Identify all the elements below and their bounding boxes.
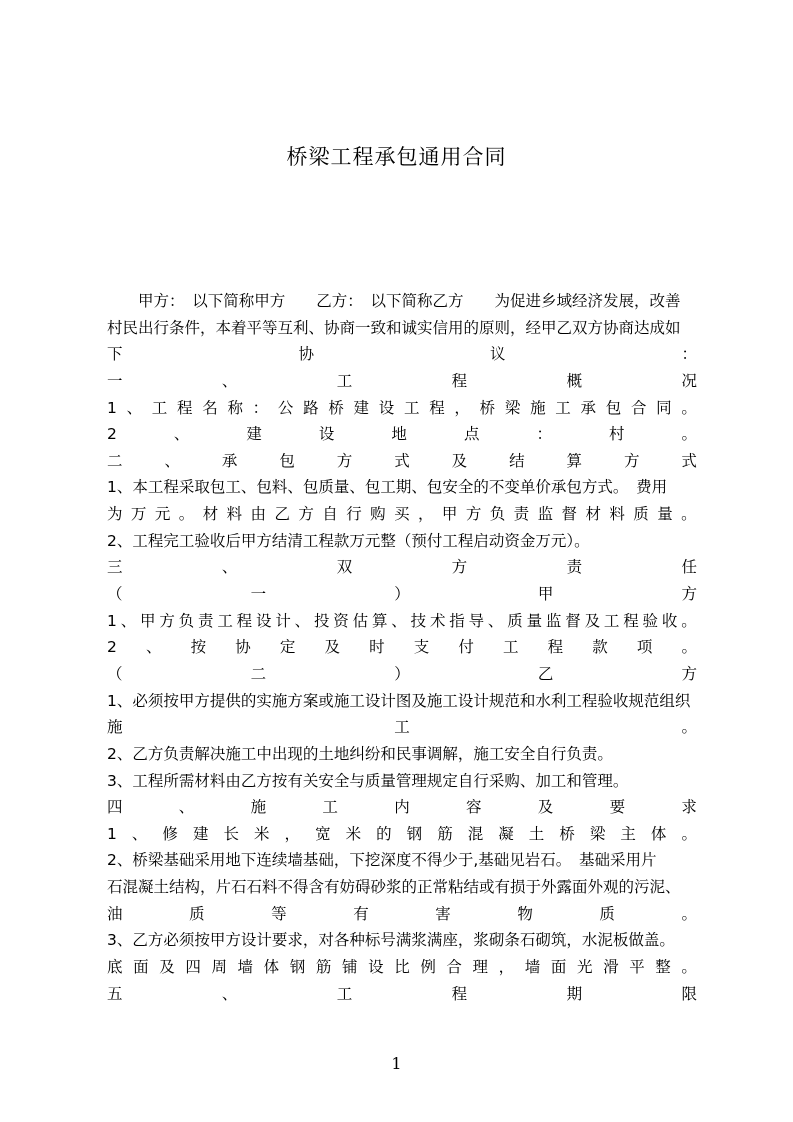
glyph: ： (252, 398, 269, 417)
glyph: 双 (336, 558, 353, 577)
glyph: 为 (107, 505, 123, 524)
glyph: 物 (517, 904, 533, 923)
glyph: 桥 (328, 398, 344, 417)
glyph: 。 (681, 611, 697, 630)
glyph: 负 (489, 505, 506, 524)
glyph: 梁 (504, 398, 521, 417)
glyph: 面 (133, 958, 149, 977)
glyph: 时 (369, 638, 385, 657)
glyph: 村 (608, 425, 625, 444)
glyph: 。 (681, 638, 697, 657)
glyph: 容 (465, 798, 482, 817)
glyph: 责 (513, 505, 530, 524)
glyph: 设 (255, 611, 272, 630)
glyph: 要 (609, 798, 626, 817)
glyph: 米 (254, 824, 270, 843)
glyph: 米 (345, 824, 362, 843)
page-number: 1 (391, 1054, 402, 1073)
glyph: 协 (235, 638, 251, 657)
glyph: 自 (322, 505, 338, 524)
glyph: 行 (346, 505, 362, 524)
glyph: ： (681, 345, 697, 364)
glyph: 桥 (479, 398, 496, 417)
glyph: 督 (565, 611, 581, 630)
document-title: 桥梁工程承包通用合同 (286, 145, 507, 169)
glyph: 算 (566, 451, 583, 470)
glyph: 验 (642, 611, 659, 630)
text-line (107, 821, 697, 848)
glyph: 协 (298, 345, 314, 364)
glyph: 、 (164, 451, 180, 470)
glyph: 方 (159, 611, 175, 630)
text-line: 1、本工程采取包工、包料、包质量、包工期、包安全的不变单价承包方式。 费用 (107, 478, 668, 497)
glyph: 比 (394, 958, 410, 977)
glyph: 量 (657, 505, 673, 524)
glyph: 2 (107, 638, 117, 657)
glyph: 筋 (437, 824, 453, 843)
glyph: 土 (528, 824, 545, 843)
glyph: 程 (429, 398, 445, 417)
glyph: 路 (303, 398, 319, 417)
glyph: 包 (279, 451, 295, 470)
glyph: 术 (429, 611, 446, 630)
glyph: 导 (468, 611, 485, 630)
text-line (107, 901, 697, 928)
glyph: 工 (217, 611, 233, 630)
glyph: 投 (313, 611, 330, 630)
glyph: 三 (107, 558, 123, 577)
glyph: 称 (227, 398, 243, 417)
glyph: 定 (279, 638, 296, 657)
glyph: 方 (298, 505, 314, 524)
glyph: 、 (173, 425, 190, 444)
glyph: 面 (550, 958, 567, 977)
glyph: 、 (487, 611, 504, 630)
text-line: 2、乙方负责解决施工中出现的土地纠纷和民事调解，施工安全自行负责。 (107, 744, 613, 763)
glyph: 程 (451, 371, 468, 390)
glyph: 体 (263, 958, 280, 977)
text-line: 甲方： 以下简称甲方 乙方： 以下简称乙方 为促进乡域经济发展，改善 (107, 292, 681, 310)
glyph: 。 (178, 505, 195, 524)
glyph: 支 (413, 638, 430, 657)
glyph: 周 (211, 958, 227, 977)
glyph: 监 (545, 611, 562, 630)
glyph: 二 (250, 664, 267, 683)
glyph: 混 (467, 824, 484, 843)
glyph: 施 (530, 398, 546, 417)
glyph: 程 (177, 398, 193, 417)
glyph: 工 (336, 984, 353, 1003)
glyph: 及 (451, 451, 468, 470)
glyph: 承 (580, 398, 597, 417)
glyph: 一 (107, 371, 123, 390)
glyph: （ (107, 664, 123, 683)
glyph: 甲 (537, 585, 554, 604)
text-line: 1、必须按甲方提供的实施方案或施工设计图及施工设计规范和水利工程验收规范组织 (107, 691, 691, 710)
glyph: 二 (107, 451, 123, 470)
glyph: 责 (198, 611, 214, 630)
glyph: 工 (555, 398, 571, 417)
text-line (107, 395, 697, 422)
glyph: 。 (681, 718, 697, 737)
glyph: 由 (250, 505, 267, 524)
glyph: 及 (584, 611, 601, 630)
glyph: 及 (324, 638, 340, 657)
glyph: 材 (202, 505, 219, 524)
contract-body (107, 288, 697, 1007)
glyph: 桥 (559, 824, 575, 843)
glyph: 乙 (274, 505, 290, 524)
glyph: 。 (681, 824, 697, 843)
glyph: 责 (566, 558, 583, 577)
glyph: 地 (391, 425, 407, 444)
glyph: 、 (126, 398, 143, 417)
glyph: 买 (394, 505, 410, 524)
glyph: 钢 (406, 824, 423, 843)
glyph: 设 (368, 958, 384, 977)
glyph: 限 (681, 984, 697, 1003)
glyph: ： (536, 425, 552, 444)
glyph: 方 (681, 585, 697, 604)
text-line: 石混凝土结构，片石石料不得含有妨碍砂浆的正常粘结或有损于外露面外观的污泥、 (107, 878, 681, 897)
glyph: 设 (378, 398, 395, 417)
glyph: 购 (370, 505, 386, 524)
glyph: 长 (223, 824, 239, 843)
section-heading (107, 794, 697, 821)
glyph: 、 (221, 371, 238, 390)
glyph: （ (107, 585, 123, 604)
glyph: 工 (403, 398, 420, 417)
glyph: 公 (277, 398, 294, 417)
section-heading (107, 448, 697, 475)
glyph: 方 (336, 451, 353, 470)
glyph: 、 (294, 611, 311, 630)
glyph: 工 (502, 638, 519, 657)
text-line (107, 501, 697, 528)
glyph: 合 (630, 398, 647, 417)
glyph: ， (284, 824, 301, 843)
glyph: 梁 (589, 824, 606, 843)
text-line (107, 421, 697, 448)
glyph: 平 (629, 958, 645, 977)
glyph: 监 (537, 505, 554, 524)
glyph: 。 (681, 904, 697, 923)
glyph: 式 (394, 451, 410, 470)
glyph: 等 (271, 904, 287, 923)
glyph: 油 (107, 904, 123, 923)
glyph: 五 (107, 984, 123, 1003)
glyph: 名 (202, 398, 218, 417)
glyph: 凝 (498, 824, 514, 843)
glyph: 及 (537, 798, 554, 817)
subsection-heading (107, 661, 697, 688)
section-heading (107, 554, 697, 581)
glyph: 光 (576, 958, 593, 977)
glyph: 有 (353, 904, 369, 923)
glyph: 四 (107, 798, 123, 817)
glyph: 设 (318, 425, 335, 444)
glyph: 例 (420, 958, 436, 977)
text-line (107, 714, 697, 741)
glyph: 求 (681, 798, 697, 817)
glyph: 下 (107, 345, 123, 364)
glyph: 建 (246, 425, 262, 444)
glyph: 程 (623, 611, 639, 630)
glyph: 负 (178, 611, 195, 630)
glyph: 承 (221, 451, 238, 470)
glyph: 甲 (441, 505, 458, 524)
glyph: 任 (681, 558, 697, 577)
glyph: 滑 (603, 958, 619, 977)
glyph: 底 (107, 958, 123, 977)
glyph: 建 (192, 824, 209, 843)
glyph: 修 (162, 824, 178, 843)
glyph: 工 (336, 371, 353, 390)
glyph: 2 (107, 425, 117, 444)
glyph: 质 (189, 904, 205, 923)
glyph: 施 (250, 798, 267, 817)
glyph: ， (417, 505, 434, 524)
glyph: 万 (130, 505, 147, 524)
glyph: 方 (451, 558, 468, 577)
glyph: 结 (509, 451, 525, 470)
glyph: 、 (221, 984, 238, 1003)
glyph: 、 (131, 824, 148, 843)
glyph: 元 (154, 505, 171, 524)
glyph: 内 (394, 798, 410, 817)
glyph: 、 (178, 798, 195, 817)
section-heading (107, 368, 697, 395)
glyph: 施 (107, 718, 123, 737)
glyph: 、 (221, 558, 238, 577)
glyph: 料 (226, 505, 243, 524)
section-heading (107, 981, 697, 1008)
glyph: 收 (661, 611, 678, 630)
glyph: 。 (681, 505, 697, 524)
glyph: 钢 (289, 958, 306, 977)
text-line (107, 954, 697, 981)
glyph: 。 (681, 398, 697, 417)
glyph: 项 (636, 638, 653, 657)
glyph: 、 (145, 638, 162, 657)
glyph: 算 (371, 611, 388, 630)
glyph: 一 (250, 585, 267, 604)
glyph: 理 (472, 958, 489, 977)
glyph: 量 (526, 611, 543, 630)
glyph: 。 (681, 425, 697, 444)
glyph: 、 (391, 611, 407, 630)
text-line (107, 634, 697, 661)
glyph: 墙 (524, 958, 541, 977)
glyph: 工 (322, 798, 338, 817)
glyph: 1 (107, 398, 117, 417)
glyph: 1 (107, 824, 117, 843)
glyph: 技 (410, 611, 427, 630)
glyph: 按 (190, 638, 207, 657)
text-line (107, 608, 697, 635)
glyph: 同 (656, 398, 672, 417)
text-line: 2、工程完工验收后甲方结清工程款万元整（预付工程启动资金万元）。 (107, 531, 590, 550)
glyph: 概 (566, 371, 583, 390)
glyph: 计 (275, 611, 291, 630)
glyph: 害 (435, 904, 451, 923)
glyph: 合 (446, 958, 462, 977)
text-line (107, 341, 697, 368)
glyph: 议 (489, 345, 506, 364)
glyph: 甲 (140, 611, 156, 630)
glyph: 。 (681, 958, 697, 977)
glyph: 工 (151, 398, 168, 417)
glyph: 指 (449, 611, 465, 630)
text-line: 村民出行条件，本着平等互利、协商一致和诚实信用的原则，经甲乙双方协商达成如 (107, 318, 681, 337)
glyph: 主 (620, 824, 636, 843)
glyph: 、 (120, 611, 137, 630)
glyph: 付 (458, 638, 474, 657)
glyph: 估 (352, 611, 369, 630)
glyph: 的 (376, 824, 392, 843)
glyph: 乙 (537, 664, 554, 683)
text-line: 3、工程所需材料由乙方按有关安全与质量管理规定自行采购、加工和管理。 (107, 771, 629, 790)
glyph: 建 (353, 398, 370, 417)
glyph: 质 (599, 904, 615, 923)
glyph: 质 (633, 505, 649, 524)
glyph: 包 (605, 398, 622, 417)
glyph: 程 (236, 611, 253, 630)
glyph: 1 (107, 611, 117, 630)
glyph: 资 (333, 611, 349, 630)
glyph: 点 (463, 425, 480, 444)
glyph: 筋 (315, 958, 332, 977)
glyph: ， (498, 958, 515, 977)
glyph: 工 (603, 611, 620, 630)
glyph: 款 (592, 638, 608, 657)
glyph: 方 (681, 664, 697, 683)
text-line: 2、桥梁基础采用地下连续墙基础，下挖深度不得少于,基础见岩石。 基础采用片 (107, 851, 657, 870)
glyph: 质 (507, 611, 523, 630)
glyph: 程 (451, 984, 468, 1003)
glyph: 程 (547, 638, 564, 657)
text-line: 3、乙方必须按甲方设计要求，对各种标号满浆满座，浆砌条石砌筑，水泥板做盖。 (107, 931, 675, 950)
glyph: 况 (681, 371, 697, 390)
glyph: 材 (585, 505, 601, 524)
glyph: 体 (650, 824, 667, 843)
glyph: 及 (159, 958, 175, 977)
glyph: 方 (465, 505, 482, 524)
glyph: 墙 (237, 958, 254, 977)
glyph: 料 (609, 505, 625, 524)
subsection-heading (107, 581, 697, 608)
glyph: 工 (394, 718, 410, 737)
glyph: 铺 (341, 958, 358, 977)
glyph: 督 (561, 505, 578, 524)
glyph: ） (394, 585, 410, 604)
glyph: 式 (681, 451, 697, 470)
glyph: 期 (566, 984, 583, 1003)
glyph: 整 (655, 958, 671, 977)
glyph: ， (454, 398, 470, 417)
glyph: 方 (623, 451, 640, 470)
glyph: ） (394, 664, 410, 683)
glyph: 宽 (315, 824, 331, 843)
glyph: 四 (185, 958, 201, 977)
